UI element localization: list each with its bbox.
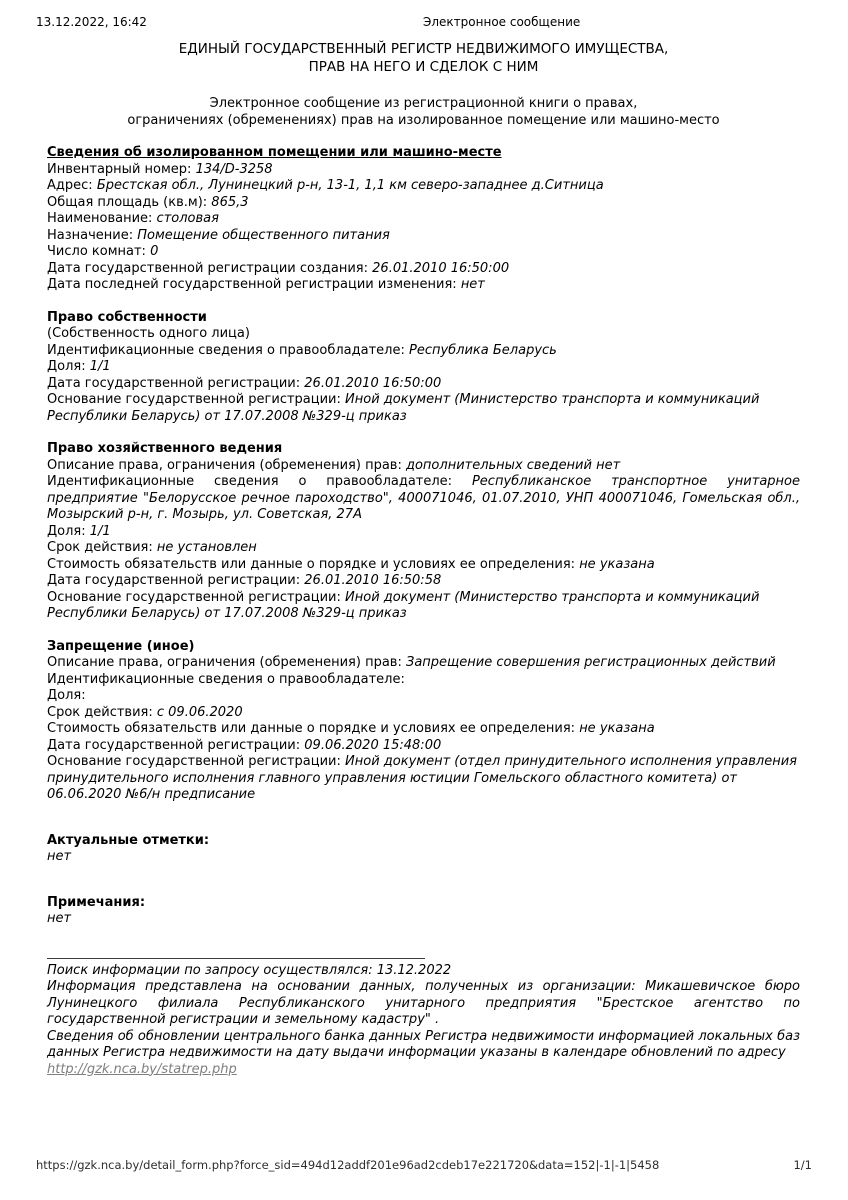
- print-footer-url: https://gzk.nca.by/detail_form.php?force_sid=494d12addf201e96ad2cdeb17e221720&data=152|-1|-1|5458: [36, 1158, 660, 1172]
- field-row: [47, 392, 800, 425]
- field-label: Доля:: [47, 688, 86, 703]
- field-row: [47, 672, 800, 689]
- field-value: Иной документ (отдел принудительного исполнения управления принудительного исполнения главного управления юстиции Гомельского областного комитета) от 06.06.2020 №6/н предписание: [47, 754, 797, 802]
- field-row: [47, 557, 800, 574]
- field-label: Основание государственной регистрации:: [47, 589, 341, 605]
- field-label: Доля:: [47, 523, 86, 539]
- field-label: Основание государственной регистрации:: [47, 754, 341, 769]
- field-value: Помещение общественного питания: [137, 227, 390, 243]
- print-document-title: Электронное сообщение: [423, 15, 581, 29]
- print-footer: [36, 1158, 812, 1172]
- document-subtitle-line1: Электронное сообщение из регистрационной книги о правах,: [209, 96, 638, 111]
- print-footer-page-number: 1/1: [793, 1158, 812, 1172]
- field-row: [47, 326, 800, 343]
- field-row: [47, 195, 800, 212]
- field-row: [47, 754, 800, 804]
- field-row: [47, 573, 800, 590]
- field-value: 865,3: [211, 194, 249, 210]
- field-label: Срок действия:: [47, 704, 153, 720]
- field-value: 0: [150, 244, 159, 259]
- field-label: Стоимость обязательств или данные о порядке и условиях ее определения:: [47, 556, 576, 572]
- field-value: не указана: [579, 556, 655, 572]
- section-heading: Примечания:: [47, 894, 146, 910]
- field-value: нет: [47, 911, 72, 926]
- field-value: нет: [460, 277, 485, 292]
- footnote: [47, 958, 800, 1079]
- section-heading: Сведения об изолированном помещении или машино-месте: [47, 145, 502, 160]
- field-value: с 09.06.2020: [156, 704, 243, 720]
- registry-title-line2: ПРАВ НА НЕГО И СДЕЛОК С НИМ: [308, 59, 539, 75]
- document-subtitle: [47, 95, 800, 129]
- field-value: Республиканское транспортное унитарное предприятие "Белорусское речное пароходство", 400071046, 01.07.2010, УНП 400071046, Гомельская обл., Мозырский р-н, г. Мозырь, ул. Советская, 27А: [47, 474, 800, 522]
- field-row: [47, 540, 800, 557]
- field-value: Иной документ (Министерство транспорта и коммуникаций Республики Беларусь) от 17.07.2008 №329-ц приказ: [47, 589, 760, 621]
- field-value: 26.01.2010 16:50:00: [304, 375, 442, 391]
- print-header: [0, 15, 848, 31]
- document-subtitle-line2: ограничениях (обременениях) прав на изолированное помещение или машино-место: [127, 113, 720, 128]
- field-value: не установлен: [156, 540, 257, 555]
- field-label: Идентификационные сведения о правообладателе:: [47, 474, 453, 489]
- section-actual-marks: [47, 833, 800, 866]
- field-value: 134/D-3258: [195, 161, 273, 177]
- field-row: [47, 705, 800, 722]
- field-value: дополнительных сведений нет: [405, 457, 621, 473]
- field-value: не указана: [579, 721, 655, 736]
- section-prohibition: [47, 639, 800, 804]
- field-value: 26.01.2010 16:50:58: [304, 573, 442, 588]
- field-row: [47, 228, 800, 245]
- field-value: 09.06.2020 15:48:00: [304, 737, 442, 753]
- field-label: Идентификационные сведения о правообладателе:: [47, 671, 405, 687]
- field-label: Стоимость обязательств или данные о порядке и условиях ее определения:: [47, 721, 576, 736]
- field-label: Описание права, ограничения (обременения) прав:: [47, 655, 402, 670]
- field-label: Доля:: [47, 359, 86, 374]
- field-row: [47, 524, 800, 541]
- field-value: 1/1: [89, 523, 111, 539]
- section-heading: Актуальные отметки:: [47, 832, 210, 848]
- document-content: [47, 40, 800, 1078]
- field-row: [47, 277, 800, 294]
- print-datetime: 13.12.2022, 16:42: [36, 15, 147, 29]
- field-row: [47, 178, 800, 195]
- field-row: [47, 244, 800, 261]
- field-row: [47, 211, 800, 228]
- field-label: Адрес:: [47, 178, 93, 193]
- field-label: Наименование:: [47, 211, 153, 226]
- field-label: Дата государственной регистрации создания:: [47, 260, 369, 276]
- field-label: Назначение:: [47, 227, 134, 243]
- section-heading: Право хозяйственного ведения: [47, 441, 283, 456]
- field-label: Дата государственной регистрации:: [47, 737, 301, 753]
- field-row: [47, 474, 800, 524]
- field-value: Запрещение совершения регистрационных действий: [405, 655, 776, 670]
- field-label: Идентификационные сведения о правообладателе:: [47, 342, 405, 358]
- field-row: [47, 343, 800, 360]
- sections: [47, 145, 800, 928]
- field-label: Описание права, ограничения (обременения) прав:: [47, 457, 402, 473]
- section-object-info: [47, 145, 800, 294]
- field-value: Иной документ (Министерство транспорта и коммуникаций Республики Беларусь) от 17.07.2008 №329-ц приказ: [47, 392, 760, 424]
- field-label: Дата последней государственной регистрации изменения:: [47, 277, 457, 292]
- field-row: [47, 590, 800, 623]
- field-value: Брестская обл., Лунинецкий р-н, 13-1, 1,1 км северо-западнее д.Ситница: [96, 178, 604, 193]
- field-label: Общая площадь (кв.м):: [47, 194, 208, 210]
- field-row: [47, 359, 800, 376]
- field-row: [47, 849, 800, 866]
- footnote-divider: [47, 958, 425, 959]
- field-row: [47, 162, 800, 179]
- field-row: [47, 738, 800, 755]
- field-label: Число комнат:: [47, 244, 146, 259]
- section-notes: [47, 895, 800, 928]
- footnote-line: Поиск информации по запросу осуществлялся: 13.12.2022: [47, 962, 452, 978]
- field-label: Дата государственной регистрации:: [47, 573, 301, 588]
- field-value: 26.01.2010 16:50:00: [372, 260, 510, 276]
- footnote-line: Сведения об обновлении центрального банка данных Регистра недвижимости информацией локальных баз данных Регистра недвижимости на дату выдачи информации указаны в календаре обновлений по адресу: [47, 1028, 800, 1060]
- registry-title-line1: ЕДИНЫЙ ГОСУДАРСТВЕННЫЙ РЕГИСТР НЕДВИЖИМОГО ИМУЩЕСТВА,: [178, 41, 669, 57]
- field-value: 1/1: [89, 359, 111, 374]
- field-row: [47, 911, 800, 928]
- field-label: Дата государственной регистрации:: [47, 375, 301, 391]
- statrep-link[interactable]: http://gzk.nca.by/statrep.php: [47, 1061, 237, 1077]
- footnote-lines: [47, 963, 800, 1062]
- field-label: Инвентарный номер:: [47, 161, 192, 177]
- field-row: [47, 655, 800, 672]
- field-row: [47, 458, 800, 475]
- section-heading: Запрещение (иное): [47, 638, 195, 654]
- section-heading: Право собственности: [47, 309, 207, 325]
- registry-title: [47, 40, 800, 76]
- field-value: Республика Беларусь: [408, 342, 557, 358]
- field-row: [47, 721, 800, 738]
- field-row: [47, 376, 800, 393]
- field-label: Срок действия:: [47, 540, 153, 555]
- field-value: нет: [47, 849, 72, 864]
- footnote-line: Информация представлена на основании данных, полученных из организации: Микашевичское бюро Лунинецкого филиала Республиканского унитарного предприятия "Брестское агентство по государственной регистрации и земельному кадастру" .: [47, 979, 800, 1027]
- section-ownership-right: [47, 310, 800, 426]
- section-economic-management-right: [47, 441, 800, 623]
- field-label: (Собственность одного лица): [47, 326, 250, 341]
- field-row: [47, 688, 800, 705]
- field-label: Основание государственной регистрации:: [47, 392, 341, 407]
- field-value: столовая: [156, 211, 219, 226]
- field-row: [47, 261, 800, 278]
